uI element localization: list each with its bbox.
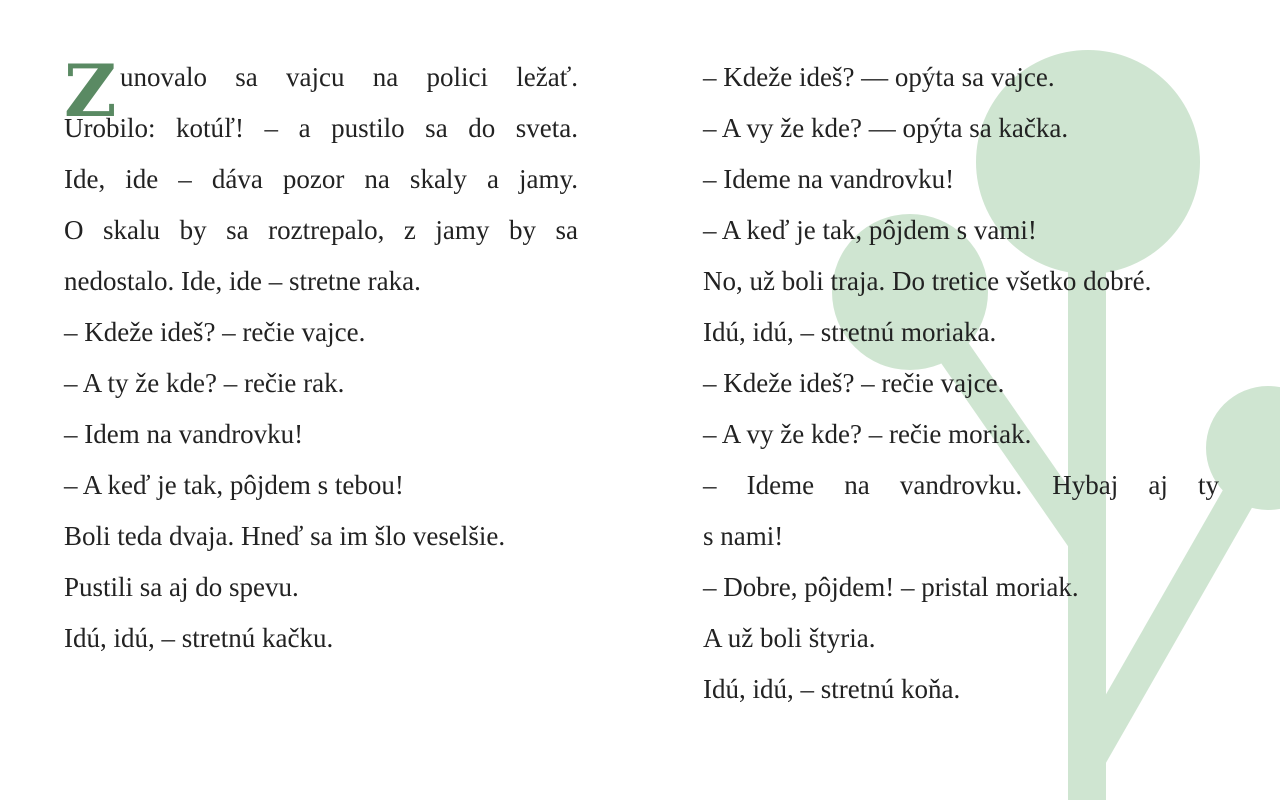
text-line: nedostalo. Ide, ide – stretne raka.: [64, 266, 421, 296]
text-line: – Idem na vandrovku!: [64, 419, 304, 449]
text-line: – A keď je tak, pôjdem s tebou!: [64, 470, 404, 500]
text-line: – Dobre, pôjdem! – pristal moriak.: [703, 572, 1079, 602]
text-line: – A ty že kde? – rečie rak.: [64, 368, 345, 398]
text-line: Ide, ide – dáva pozor na skaly a jamy.: [64, 164, 578, 194]
left-page-text: [64, 48, 578, 664]
text-line: – Kdeže ideš? – rečie vajce.: [64, 317, 366, 347]
text-line: Idú, idú, – stretnú kačku.: [64, 623, 334, 653]
text-line: Idú, idú, – stretnú koňa.: [703, 674, 961, 704]
text-line: No, už boli traja. Do tretice všetko dobré.: [703, 266, 1152, 296]
text-line: – A keď je tak, pôjdem s vami!: [703, 215, 1037, 245]
text-line: s nami!: [703, 521, 784, 551]
text-line: – Ideme na vandrovku!: [703, 164, 955, 194]
text-line: – A vy že kde? — opýta sa kačka.: [703, 113, 1069, 143]
text-line: O skalu by sa roztrepalo, z jamy by sa: [64, 215, 578, 245]
text-line: – Ideme na vandrovku. Hybaj aj ty: [703, 470, 1219, 500]
text-line: Pustili sa aj do spevu.: [64, 572, 299, 602]
text-line: – A vy že kde? – rečie moriak.: [703, 419, 1032, 449]
text-line: Urobilo: kotúľ! – a pustilo sa do sveta.: [64, 113, 578, 143]
text-line: Boli teda dvaja. Hneď sa im šlo veselšie.: [64, 521, 506, 551]
text-line: A už boli štyria.: [703, 623, 876, 653]
text-line: – Kdeže ideš? – rečie vajce.: [703, 368, 1005, 398]
right-page-text: [703, 52, 1219, 715]
text-line-content: unovalo sa vajcu na polici ležať.: [120, 62, 578, 92]
drop-cap-letter: Z: [64, 48, 117, 133]
text-line: Idú, idú, – stretnú moriaka.: [703, 317, 997, 347]
text-line: – Kdeže ideš? — opýta sa vajce.: [703, 62, 1055, 92]
